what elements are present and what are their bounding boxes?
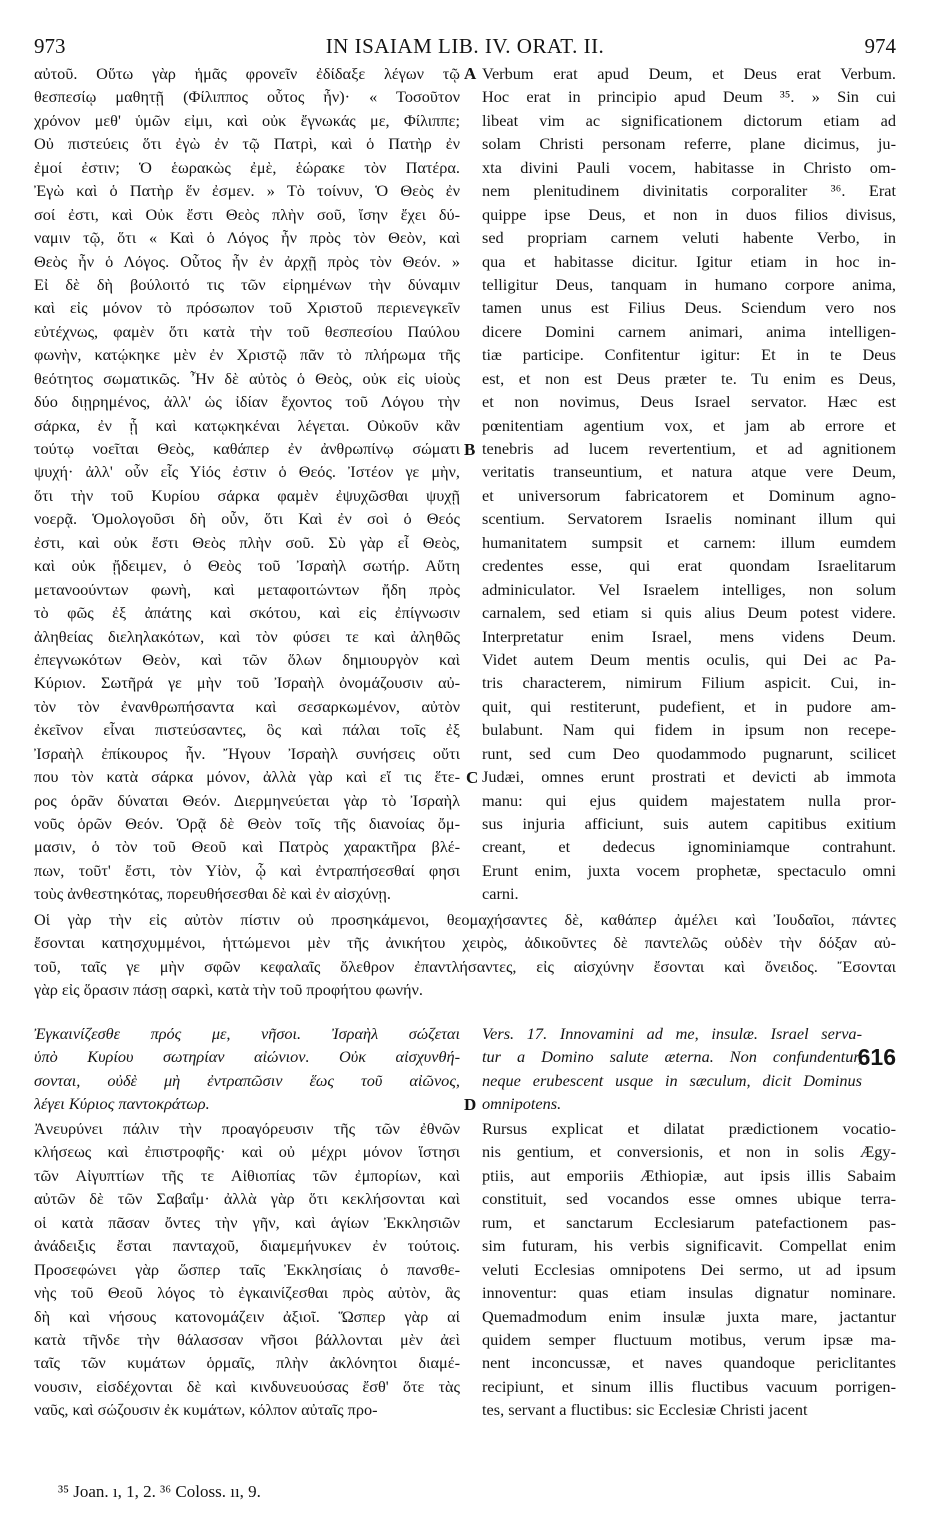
text-line: telligitur Deus, tanquam in humano corpore anima, (482, 274, 896, 294)
text-line: est, et non est Deus præter te. Tu enim es Deus, (482, 368, 896, 388)
text-line: λέγει Κύριος παντοκράτωρ. (34, 1094, 210, 1114)
text-line: tes, servant a fluctibus: sic Ecclesiæ Christi jacent (482, 1400, 808, 1420)
text-line: manu: qui ejus quidem majestatem nulla pror- (482, 790, 896, 810)
text-line: Quemadmodum enim insulæ juxta mare, jactantur (482, 1306, 896, 1326)
text-line: Vers. 17. Innovamini ad me, insulæ. Israel serva- (482, 1024, 862, 1043)
text-line: τὸ φῶς ἐξ ἀπάτης καὶ σκότου, καὶ εἰς ἐπίγνωσιν (34, 603, 460, 623)
text-line: runt, sed cum Deo quodammodo pugnarunt, scilicet (482, 743, 896, 763)
text-line: tenebris ad lucem revertentium, et ad agnitionem (482, 439, 896, 458)
greek-column-bottom (34, 1117, 460, 1422)
text-line: tur a Domino salute æterna. Non confundentur, (482, 1047, 862, 1067)
text-line: Οὐ πιστεύεις ὅτι ἐγὼ ἐν τῷ Πατρὶ, καὶ ὁ Πατὴρ ἐν (34, 134, 460, 154)
text-line: Ἐγκαινίζεσθε πρός με, νῆσοι. Ἰσραὴλ σώζεται (34, 1024, 460, 1043)
text-line: μασιν, ὁ τὸν τοῦ Θεοῦ καὶ Πατρὸς χαρακτῆρα βλέ- (34, 837, 460, 857)
column-number: 616 (857, 1044, 896, 1070)
text-line: ταῖς τῶν κυμάτων ὁρμαῖς, πλὴν ἀκλόνητοι διαμέ- (34, 1353, 460, 1373)
text-line: Hoc erat in principio apud Deum ³⁵. » Sin cui (482, 87, 896, 107)
section-letter-c: C (466, 768, 479, 787)
text-line: sim futuram, his verbis significavit. Compellat enim (482, 1236, 896, 1256)
text-line: τούτῳ νοεῖται Θεὸς, καθάπερ ἐν ἀνθρωπίνῳ σώματι (34, 439, 460, 458)
text-line: humanitatem sumpsit et carnem: illum eumdem (482, 532, 896, 552)
text-line: που τὸν κατὰ σάρκα μόνον, ἀλλὰ γὰρ καὶ εἴ τις ἕτε- (34, 767, 460, 787)
latin-column-top (482, 62, 896, 906)
text-line: τοῦ, ταῖς γε μὴν σφῶν κεφαλαῖς ὄλεθρον ἐπαντλήσαντες, εἰς αἰσχύνην ἔσονται καὶ ὄνειδος. Ἔσονται (34, 956, 896, 976)
text-line: αὐτοῦ. Οὕτω γὰρ ἡμᾶς φρονεῖν ἐδίδαξε λέγων τῷ (34, 64, 460, 83)
text-line: πων, τοῦτ' ἔστι, τὸν Υἱὸν, ᾧ καὶ ἐντραπήσεσθαί φησι (34, 860, 460, 880)
text-line: ἐμοί ἐστιν; Ὁ ἑωρακὼς ἐμὲ, ἑώρακε τὸν Πατέρα. (34, 157, 460, 177)
greek-verse-lemma (34, 1022, 460, 1116)
text-line: Ἰσραὴλ ἐπίκουρος ἦν. Ἤγουν Ἰσραὴλ συνήσεις οὔτι (34, 743, 460, 763)
text-line: Videt autem Deum mentis oculis, qui Dei ac Pa- (482, 649, 896, 669)
text-line: credentes esse, qui erat quondam Israelitarum (482, 556, 896, 576)
section-letter-b: B (464, 440, 476, 459)
text-line: quit, qui restiterunt, pudefient, et in pudore am- (482, 696, 896, 716)
text-line: pœnitentiam agentium vox, et jam ab errore et (482, 415, 896, 435)
text-line: χρόνον μεθ' ὑμῶν εἰμι, καὶ οὐκ ἔγνωκάς με, Φίλιππε; (34, 110, 460, 130)
footnotes: ³⁵ Joan. ı, 1, 2. ³⁶ Coloss. ıı, 9. (58, 1482, 261, 1501)
text-line: Εἰ δὲ δὴ βούλοιτό τις τῶν εἰρημένων τὴν δύναμιν (34, 274, 460, 294)
text-line: καὶ εἰς μόνον τὸ πρόσωπον τοῦ Χριστοῦ περιενεγκεῖν (34, 298, 460, 318)
text-line: δύο διῃρημένος, ἀλλ' ὡς ἰδίαν ἔχοντος τοῦ Λόγου τὴν (34, 392, 460, 412)
text-line: carnalem, sed etiam si quis alius Deum potest videre. (482, 603, 896, 623)
text-line: δὴ καὶ νήσους κατονομάζειν ἀξιοῖ. Ὥσπερ γὰρ αἱ (34, 1306, 460, 1326)
text-line: ἐπεγνωκότων Θεὸν, καὶ τῶν ὅλων δημιουργὸν καὶ (34, 649, 460, 669)
text-line: neque erubescent usque in sæculum, dicit Dominus (482, 1070, 862, 1090)
text-line: Προσεφώνει γὰρ ὥσπερ ταῖς Ἐκκλησίαις ὁ πανσθε- (34, 1259, 460, 1279)
text-line: quidem semper fluctuum motibus, verum ipsæ ma- (482, 1329, 896, 1349)
text-line: τοὺς ἀνθεστηκότας, πορευθήσεσθαι δὲ καὶ ἐν αἰσχύνῃ. (34, 884, 391, 904)
text-line: solam Christi personam referre, plane dicimus, ju- (482, 134, 896, 154)
text-line: ὅτι τὴν τοῦ Κυρίου σάρκα φαμὲν ἐψυχῶσθαι ψυχῇ (34, 485, 460, 505)
text-line: ἐκεῖνον εἶναι πιστεύσαντες, ὃς καὶ πάλαι τοῖς ἐξ (34, 720, 460, 740)
text-line: γὰρ εἰς ὅρασιν πάσῃ σαρκὶ, κατὰ τὴν τοῦ προφήτου φωνήν. (34, 980, 423, 1000)
text-line: ἀνάδειξις ἔσται πανταχοῦ, διαμεμήνυκεν ἐν τούτοις. (34, 1236, 460, 1256)
text-line: Οἱ γὰρ τὴν εἰς αὐτὸν πίστιν οὐ προσηκάμενοι, θεομαχήσαντες δὲ, καθάπερ ἀμέλει καὶ Ἰουδαῖοι, πάντες (34, 910, 896, 929)
latin-column-bottom (482, 1117, 896, 1422)
text-line: ναμιν τῷ, ὅτι « Καὶ ὁ Λόγος ἦν πρὸς τὸν Θεὸν, καὶ (34, 228, 460, 248)
text-line: nem plenitudinem divinitatis corporaliter ³⁶. Erat (482, 181, 896, 201)
text-line: creant, et dedecus ignominiamque contrahunt. (482, 837, 896, 857)
text-line: scentium. Servatorem Israelis nominant illum qui (482, 509, 896, 529)
text-line: libeat vim ac significationem dictorum etiam ad (482, 110, 896, 130)
text-line: νὴς τοῦ Θεοῦ λόγος τὸ ἐγκαινίζεσθαι πρὸς αὐτὸν, ἃς (34, 1283, 460, 1303)
text-line: θεότητος σωματικῶς. Ἦν δὲ αὐτὸς ὁ Θεὸς, οὐκ εἰς υἱοὺς (34, 368, 460, 388)
text-line: ptiis, aut emporiis Æthiopiæ, aut ipsis illis Sabaim (482, 1165, 896, 1185)
page-number-right: 974 (864, 34, 896, 58)
text-line: carni. (482, 884, 519, 904)
text-line: ὑπὸ Κυρίου σωτηρίαν αἰώνιον. Οὐκ αἰσχυνθή- (34, 1047, 460, 1067)
text-line: quippe ipse Deus, et non in duos filios divisus, (482, 204, 896, 224)
text-line: constituit, sed vocandos esse omnes ubique terra- (482, 1189, 896, 1209)
text-line: ναῦς, καὶ σώζουσιν ἐκ κυμάτων, κόλπον αὐταῖς προ- (34, 1400, 378, 1420)
text-line: Verbum erat apud Deum, et Deus erat Verbum. (482, 64, 896, 83)
text-line: veluti Ecclesias omnipotens Dei sermo, ut ad ipsum (482, 1259, 896, 1279)
text-line: qua et habitasse dicitur. Igitur etiam in hoc in- (482, 251, 896, 271)
text-line: ρος ὁρᾶν δύναται Θεόν. Διερμηνεύεται γὰρ τὸ Ἰσραὴλ (34, 790, 460, 810)
page-number-left: 973 (34, 34, 66, 58)
text-line: tiæ participe. Confitentur igitur: Et in te Deus (482, 345, 896, 365)
text-line: Κύριον. Σωτῆρά γε μὴν τοῦ Ἰσραὴλ ὀνομάζουσιν αὐ- (34, 673, 460, 693)
text-line: et universorum fabricatorem et Dominum agno- (482, 485, 896, 505)
text-line: Rursus explicat et dilatat prædictionem vocatio- (482, 1119, 896, 1138)
text-line: et non novimus, Deus Israel servator. Hæc est (482, 392, 896, 412)
text-line: bulabunt. Nam qui fidem in ipsum non recepe- (482, 720, 896, 740)
text-line: σάρκα, ἐν ᾗ καὶ κατῳκηκέναι λέγεται. Οὐκοῦν κἂν (34, 415, 460, 435)
text-line: Judæi, omnes erunt prostrati et devicti ab immota (482, 767, 896, 787)
text-line: rum, et sanctarum Ecclesiarum patefactionem pas- (482, 1212, 896, 1232)
section-letter-d: D (464, 1095, 477, 1114)
text-line: Ἐγὼ καὶ ὁ Πατὴρ ἕν ἐσμεν. » Τὸ τοίνυν, Ὁ Θεὸς ἐν (34, 181, 460, 201)
text-line: θεσπεσίῳ μαθητῇ (Φίλιππος οὗτος ἦν)· « Τοσοῦτον (34, 87, 460, 107)
text-line: sed propriam carnem veluti habente Verbo, in (482, 228, 896, 248)
greek-full-width-paragraph (34, 908, 896, 1002)
text-line: κλήσεως καὶ ἐπιστροφῆς· καὶ οὐ μέχρι μόνον ἵστησι (34, 1142, 460, 1162)
text-line: νοερᾷ. Ὁμολογοῦσι δὴ οὖν, ὅτι Καὶ ἐν σοὶ ὁ Θεός (34, 509, 460, 529)
latin-verse-lemma (482, 1022, 862, 1116)
text-line: μετανοούντων φωνὴ, καὶ μεταφοιτώντων ἤδη πρὸς (34, 579, 460, 599)
running-title: IN ISAIAM LIB. IV. ORAT. II. (325, 34, 605, 58)
text-line: Θεὸς ἦν ὁ Λόγος. Οὗτος ἦν ἐν ἀρχῇ πρὸς τὸν Θεόν. » (34, 251, 460, 271)
text-line: κατὰ τῆνδε τὴν θάλασσαν νῆσοι βάλλονται μὲν ἀεὶ (34, 1329, 460, 1349)
section-letter-a: A (464, 64, 477, 83)
greek-column-top (34, 62, 460, 906)
text-line: Erunt enim, juxta vocem prophetæ, spectaculo omni (482, 860, 896, 880)
text-line: tamen unus est Filius Deus. Sciendum vero nos (482, 298, 896, 318)
text-line: xta divini Pauli vocem, habitasse in Christo om- (482, 157, 896, 177)
text-line: innoventur: quas etiam insulas dignatur nominare. (482, 1283, 896, 1303)
text-line: ἐστι, καὶ οὐκ ἔστι Θεὸς πλὴν σοῦ. Σὺ γὰρ εἶ Θεὸς, (34, 532, 460, 552)
text-line: οἱ κατὰ πᾶσαν ὄντες τὴν γῆν, καὶ ἁγίων Ἐκκλησιῶν (34, 1212, 460, 1232)
text-line: adminiculator. Vel Israelem intelliges, non solum (482, 579, 896, 599)
text-line: sus injuria afficiunt, suis autem capitibus exitium (482, 814, 896, 833)
text-line: nis gentium, et conversionis, et non in solis Ægy- (482, 1142, 896, 1162)
text-line: dicere Domini carnem animari, anima intelligen- (482, 321, 896, 341)
text-line: Interpretatur enim Israel, mens videns Deum. (482, 626, 896, 646)
text-line: Ἀνευρύνει πάλιν τὴν προαγόρευσιν τῆς τῶν ἐθνῶν (34, 1119, 460, 1138)
text-line: ἀληθείας διεληλακότων, καὶ τὸν φύσει τε καὶ ἀληθῶς (34, 626, 460, 646)
text-line: αὐτῶν δὲ τῶν Σαβαΐμ· ἀλλὰ γὰρ ὅτι κεκλήσονται καὶ (34, 1189, 460, 1209)
text-line: ἔσονται κατησχυμμένοι, ἡττώμενοι μὲν τῆς ἀνικήτου χειρὸς, ἀδικοῦντες δὲ παντελῶς οὐδὲν τὴν δόξαν αὐ- (34, 933, 896, 953)
text-line: φωνὴν, κατῴκηκε μὲν ἐν Χριστῷ πᾶν τὸ πλήρωμα τῆς (34, 345, 460, 365)
text-line: τὸν τὸν ἐνανθρωπήσαντα καὶ σεσαρκωμένον, αὐτὸν (34, 696, 460, 716)
text-line: σονται, οὐδὲ μὴ ἐντραπῶσιν ἕως τοῦ αἰῶνος, (34, 1070, 460, 1090)
text-line: εὐτέχνως, φαμὲν ὅτι κατὰ τὴν τοῦ θεσπεσίου Παύλου (34, 321, 460, 341)
text-line: καὶ οὐκ ᾔδειμεν, ὁ Θεὸς τοῦ Ἰσραὴλ σωτήρ. Αὕτη (34, 556, 460, 576)
text-line: τῶν Αἰγυπτίων τῆς τε Αἰθιοπίας τῶν ἐμπορίων, καὶ (34, 1165, 460, 1185)
text-line: ψυχή· ἀλλ' οὖν εἷς Υἱός ἐστιν ὁ Θεός. Ἰστέον γε μὴν, (34, 462, 460, 482)
text-line: tris characterem, nimirum Filium aspicit. Cui, in- (482, 673, 896, 693)
text-line: νοῦς ὁρῶν Θεόν. Ὁρᾷ δὲ Θεὸν τοῖς τῆς διανοίας ὄμ- (34, 814, 460, 833)
page-header (0, 34, 930, 60)
text-line: νουσιν, εἰσδέχονται δὲ καὶ κινδυνευούσας ἔσθ' ὅτε τὰς (34, 1376, 460, 1396)
text-line: nent inconcussæ, et naves quandoque periclitantes (482, 1353, 896, 1373)
text-line: omnipotens. (482, 1094, 562, 1114)
text-line: σοί ἐστι, καὶ Οὐκ ἔστι Θεὸς πλὴν σοῦ, ἴσην ἔχει δύ- (34, 204, 460, 224)
text-line: veritatis transeuntium, et natura atque vere Deum, (482, 462, 896, 482)
text-line: recipiunt, et sinum illis fluctibus vacuum porrigen- (482, 1376, 896, 1396)
